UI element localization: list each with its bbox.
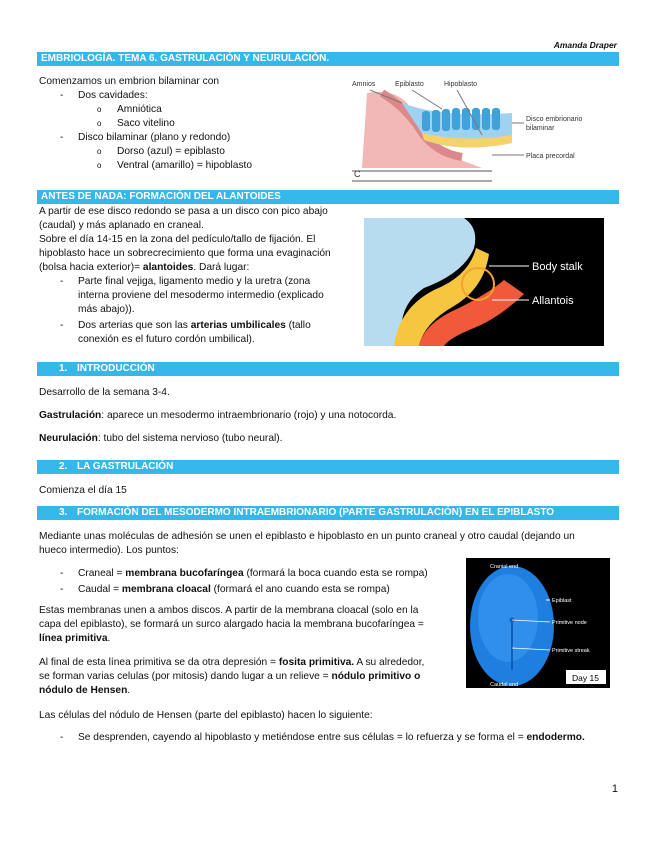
bullet-dash: - — [60, 732, 64, 743]
bullet-dash: - — [60, 584, 64, 595]
alantoides-b2a: Dos arterias que son las arterias umbilicales (tallo — [78, 320, 311, 331]
intro-b2-1: Dorso (azul) = epiblasto — [117, 146, 225, 157]
alantoides-l4: hipoblasto hace un sobrecrecimiento que forma una evaginación — [39, 248, 331, 259]
allantois-figure — [364, 218, 604, 346]
alantoides-b1c: más abajo)). — [78, 304, 135, 315]
sec3-l4: capa del epiblasto), se formará un surco alargado hacia la membrana bucofaríngea = — [39, 619, 424, 630]
sec1-p2: Gastrulación: aparece un mesodermo intraembrionario (rojo) y una notocorda. — [39, 410, 397, 421]
fig1-disco-2: bilaminar — [526, 125, 555, 132]
intro-b1-2: Saco vitelino — [117, 118, 175, 129]
section-alantoides-heading: ANTES DE NADA: FORMACIÓN DEL ALANTOIDES — [37, 190, 619, 204]
fig3-day: Day 15 — [572, 673, 599, 683]
sec3-l3: Estas membranas unen a ambos discos. A partir de la membrana cloacal (solo en la — [39, 605, 419, 616]
day15-disc-figure — [466, 558, 610, 688]
sec3-l7: se forman varias celulas (por mitosis) dando lugar a un relieve = nódulo primitivo o — [39, 671, 421, 682]
alantoides-l2: (caudal) y más aplanado en craneal. — [39, 220, 204, 231]
sec3-l1: Mediante unas moléculas de adhesión se unen el epiblasto e hipoblasto en un punto craneal y otro caudal (dejando un — [39, 531, 575, 542]
sec3-l9: Las células del nódulo de Hensen (parte del epiblasto) hacen lo siguiente: — [39, 710, 373, 721]
alantoides-b1b: interna proviene del mesodermo intermedio (explicado — [78, 290, 324, 301]
bullet-dash: - — [60, 132, 64, 143]
sec2-p1: Comienza el día 15 — [39, 485, 127, 496]
fig3-caudal: Caudal end — [490, 682, 519, 688]
fig2-allantois: Allantois — [532, 295, 574, 307]
alantoides-l1: A partir de ese disco redondo se pasa a un disco con pico abajo — [39, 206, 328, 217]
sec3-b2: Caudal = membrana cloacal (formará el ano cuando esta se rompa) — [78, 584, 390, 595]
sec1-p1: Desarrollo de la semana 3-4. — [39, 387, 170, 398]
author-name: Amanda Draper — [553, 40, 617, 50]
bullet-circle: o — [97, 161, 102, 170]
bullet-dash: - — [60, 276, 64, 287]
sec3-b3: Se desprenden, cayendo al hipoblasto y metiéndose entre sus células = lo refuerza y se forma el = endodermo. — [78, 732, 585, 743]
intro-line: Comenzamos un embrion bilaminar con — [39, 76, 220, 87]
sec3-b1: Craneal = membrana bucofaríngea (formará la boca cuando esta se rompa) — [78, 568, 428, 579]
sec3-l2: hueco intermedio). Los puntos: — [39, 545, 179, 556]
alantoides-l5: (bolsa hacia exterior)= alantoides. Dará lugar: — [39, 262, 250, 273]
intro-b2-2: Ventral (amarillo) = hipoblasto — [117, 160, 253, 171]
alantoides-l3: Sobre el día 14-15 en la zona del pedículo/tallo de fijación. El — [39, 234, 316, 245]
intro-b2: Disco bilaminar (plano y redondo) — [78, 132, 231, 143]
sec3-l8: nódulo de Hensen. — [39, 685, 131, 696]
fig2-body-stalk: Body stalk — [532, 261, 583, 273]
fig1-amnios: Amnios — [352, 81, 376, 88]
fig3-node: Primitive node — [552, 620, 587, 626]
fig3-cranial: Cranial end — [490, 564, 519, 570]
bullet-dash: - — [60, 90, 64, 101]
fig1-placa: Placa precordal — [526, 153, 575, 160]
page-title: EMBRIOLOGÍA. TEMA 6. GASTRULACIÓN Y NEURULACIÓN. — [37, 52, 619, 66]
alantoides-b2b: conexión es el futuro cordón umbilical). — [78, 334, 255, 345]
fig1-disco-1: Disco embrionario — [526, 116, 583, 123]
fig1-hipoblasto: Hipoblasto — [444, 81, 478, 88]
sec1-p3: Neurulación: tubo del sistema nervioso (tubo neural). — [39, 433, 283, 444]
page-number: 1 — [611, 783, 618, 795]
intro-b1: Dos cavidades: — [78, 90, 148, 101]
bullet-circle: o — [97, 119, 102, 128]
fig1-epiblasto: Epiblasto — [395, 81, 424, 88]
section-3-heading: 3. FORMACIÓN DEL MESODERMO INTRAEMBRIONARIO (PARTE GASTRULACIÓN) EN EL EPIBLASTO — [37, 506, 619, 520]
alantoides-b1a: Parte final vejiga, ligamento medio y la uretra (zona — [78, 276, 311, 287]
section-2-heading: 2. LA GASTRULACIÓN — [37, 460, 619, 474]
fig1-c: C — [354, 169, 361, 179]
sec3-l6: Al final de esta línea primitiva se da otra depresión = fosita primitiva. A su alrededor, — [39, 657, 425, 668]
sec3-l5: línea primitiva. — [39, 633, 111, 644]
bullet-dash: - — [60, 568, 64, 579]
bullet-dash: - — [60, 320, 64, 331]
bilaminar-disc-figure — [352, 73, 622, 185]
fig3-epiblast: Epiblast — [552, 598, 572, 604]
bullet-circle: o — [97, 105, 102, 114]
bullet-circle: o — [97, 147, 102, 156]
fig3-streak: Primitive streak — [552, 648, 590, 654]
intro-b1-1: Amniótica — [117, 104, 162, 115]
section-1-heading: 1. INTRODUCCIÓN — [37, 362, 619, 376]
